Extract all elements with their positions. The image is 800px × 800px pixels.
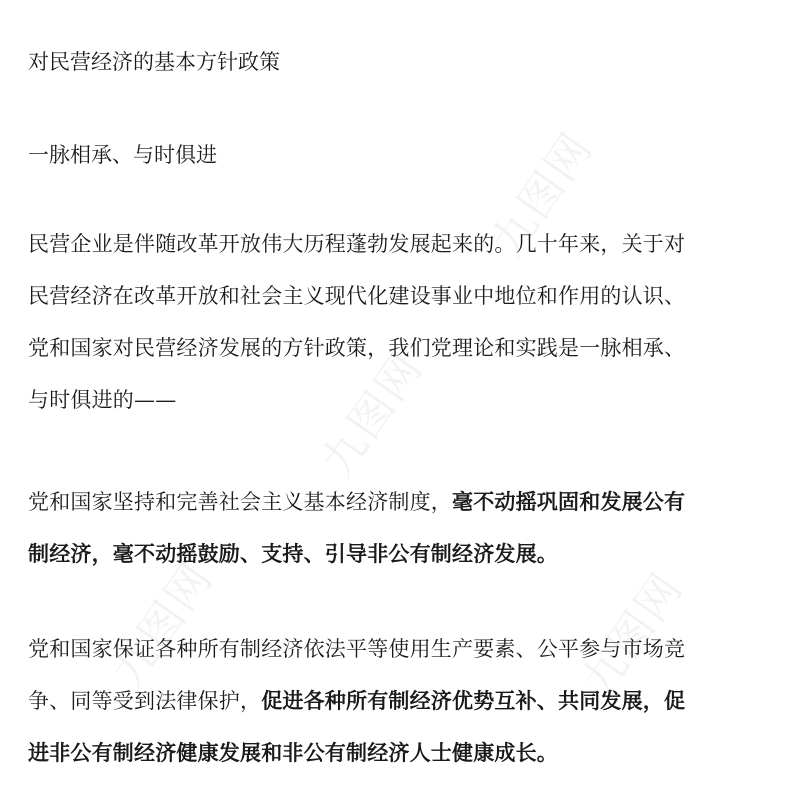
paragraph-bold-text: 促进各种所有制经济优势互补、共同发展，促 — [261, 688, 686, 713]
watermark: 九图网 — [482, 123, 604, 266]
paragraph-line — [28, 675, 780, 727]
paragraph-bold-text: 制经济，毫不动摇鼓励、支持、引导非公有制经济发展。 — [28, 541, 558, 566]
paragraph-bold-text: 毫不动摇巩固和发展公有 — [452, 489, 686, 514]
watermark: 九图网 — [102, 553, 224, 696]
paragraph-2 — [28, 476, 780, 580]
paragraph-line — [28, 476, 780, 528]
document-subtitle: 一脉相承、与时俱进 — [28, 143, 217, 167]
paragraph-3 — [28, 623, 780, 779]
paragraph-bold-text: 进非公有制经济健康发展和非公有制经济人士健康成长。 — [28, 740, 558, 765]
paragraph-line — [28, 528, 780, 580]
paragraph-1 — [28, 218, 780, 426]
paragraph-line: 与时俱进的—— — [28, 388, 177, 412]
paragraph-line: 民营企业是伴随改革开放伟大历程蓬勃发展起来的。几十年来，关于对 — [28, 232, 686, 256]
paragraph-text: 党和国家坚持和完善社会主义基本经济制度， — [28, 490, 452, 514]
paragraph-line: 民营经济在改革开放和社会主义现代化建设事业中地位和作用的认识、 — [28, 284, 686, 308]
document-title: 对民营经济的基本方针政策 — [28, 50, 280, 74]
paragraph-line: 党和国家对民营经济发展的方针政策，我们党理论和实践是一脉相承、 — [28, 336, 686, 360]
watermark: 九图网 — [572, 563, 694, 706]
paragraph-line — [28, 727, 780, 779]
paragraph-text: 争、同等受到法律保护， — [28, 689, 262, 713]
watermark: 九图网 — [312, 343, 434, 486]
paragraph-line: 党和国家保证各种所有制经济依法平等使用生产要素、公平参与市场竞 — [28, 637, 686, 661]
